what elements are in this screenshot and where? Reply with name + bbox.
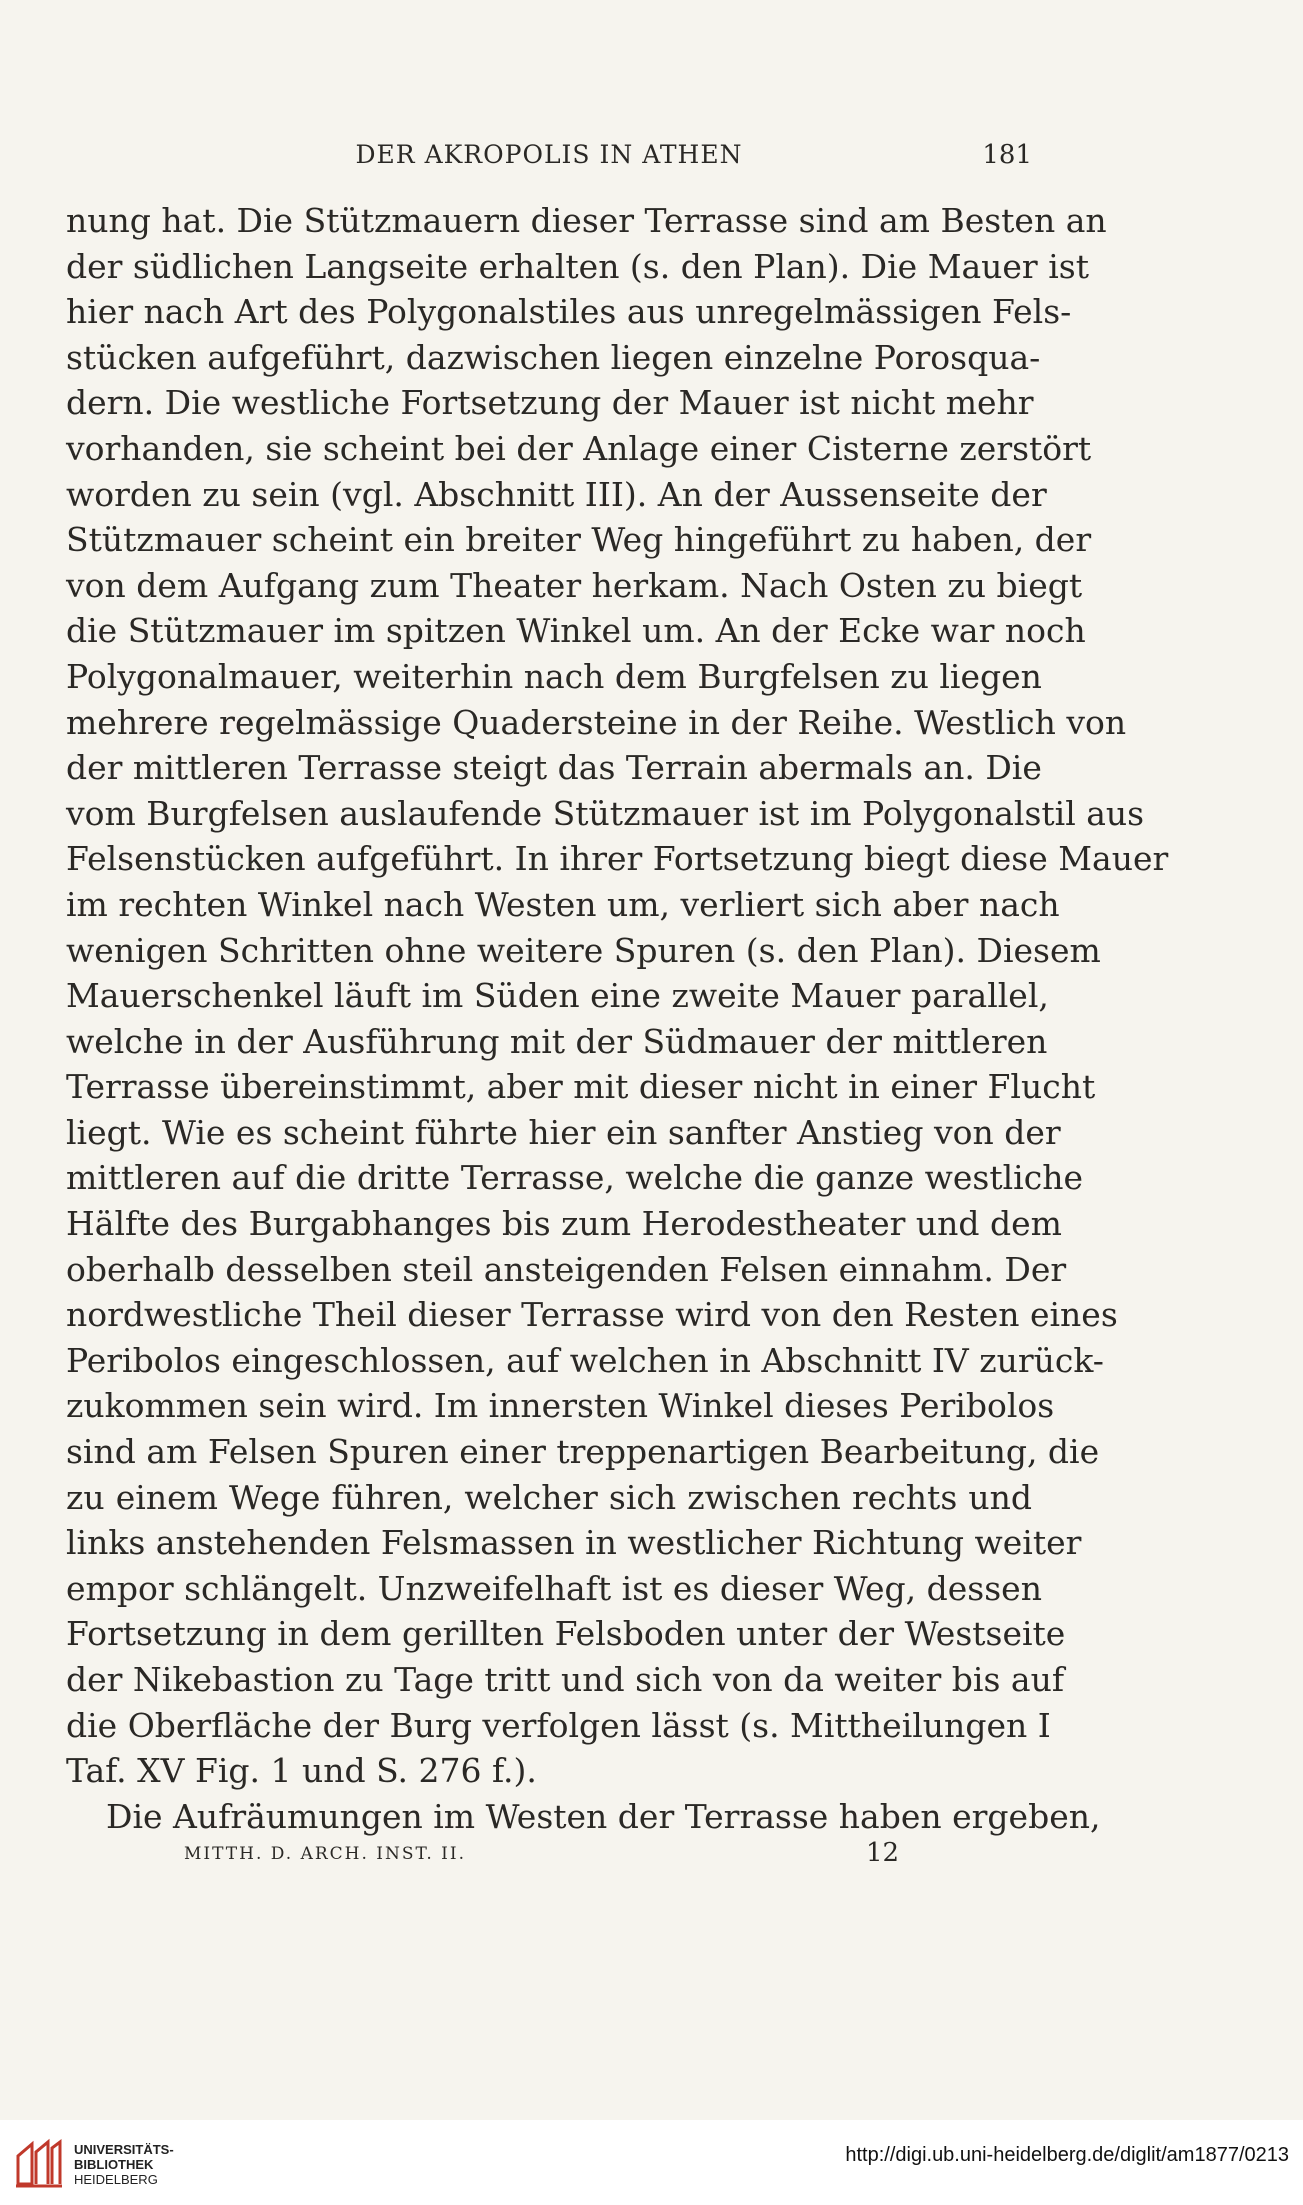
text-line: der Nikebastion zu Tage tritt und sich von da weiter bis auf [66, 1660, 1065, 1699]
text-line: Fortsetzung in dem gerillten Felsboden unter der Westseite [66, 1614, 1066, 1654]
text-line: nordwestliche Theil dieser Terrasse wird von den Resten eines [66, 1295, 1118, 1335]
text-line: wenigen Schritten ohne weitere Spuren (s. den Plan). Diesem [66, 930, 1101, 970]
text-line: dern. Die westliche Fortsetzung der Mauer ist nicht mehr [66, 383, 1034, 423]
text-line: mittleren auf die dritte Terrasse, welche die ganze westliche [66, 1158, 1083, 1198]
text-line: worden zu sein (vgl. Abschnitt III). An der Aussenseite der [66, 474, 1047, 514]
text-line: mehrere regelmässige Quadersteine in der Reihe. Westlich von [66, 702, 1127, 742]
text-line: Stützmauer scheint ein breiter Weg hingeführt zu haben, der [66, 520, 1092, 560]
text-line: links anstehenden Felsmassen in westlicher Richtung weiter [66, 1523, 1082, 1563]
library-name-line: HEIDELBERG [74, 2172, 158, 2187]
text-line: Terrasse übereinstimmt, aber mit dieser nicht in einer Flucht [66, 1067, 1096, 1107]
running-title: DER AKROPOLIS IN ATHEN [355, 140, 743, 169]
text-line: Polygonalmauer, weiterhin nach dem Burgfelsen zu liegen [66, 656, 1042, 696]
text-line: Taf. XV Fig. 1 und S. 276 f.). [66, 1751, 537, 1791]
text-line: stücken aufgeführt, dazwischen liegen einzelne Porosqua- [66, 337, 1041, 377]
body-text [66, 198, 1169, 1839]
text-line: nung hat. Die Stützmauern dieser Terrasse sind am Besten an [66, 201, 1107, 240]
text-line: die Oberfläche der Burg verfolgen lässt (s. Mittheilungen I [66, 1705, 1051, 1745]
text-line: oberhalb desselben steil ansteigenden Felsen einnahm. Der [66, 1249, 1067, 1289]
text-line: welche in der Ausführung mit der Südmauer der mittleren [66, 1021, 1048, 1061]
library-name-line: UNIVERSITÄTS- [74, 2142, 174, 2157]
text-line: der südlichen Langseite erhalten (s. den Plan). Die Mauer ist [66, 246, 1089, 286]
text-line: hier nach Art des Polygonalstiles aus unregelmässigen Fels- [66, 292, 1072, 332]
text-line: zu einem Wege führen, welcher sich zwischen rechts und [66, 1477, 1032, 1517]
signature-mark: MITTH. D. ARCH. INST. II. [184, 1844, 467, 1864]
text-line: sind am Felsen Spuren einer treppenartigen Bearbeitung, die [66, 1432, 1100, 1472]
text-line: empor schlängelt. Unzweifelhaft ist es dieser Weg, dessen [66, 1568, 1042, 1608]
text-line: Mauerschenkel läuft im Süden eine zweite Mauer parallel, [66, 976, 1049, 1016]
page-header [66, 140, 1032, 180]
text-line: vom Burgfelsen auslaufende Stützmauer ist im Polygonalstil aus [66, 793, 1145, 833]
text-line: von dem Aufgang zum Theater herkam. Nach Osten zu biegt [66, 565, 1083, 605]
source-url-link[interactable]: http://digi.ub.uni-heidelberg.de/diglit/am1877/0213 [845, 2144, 1289, 2166]
text-line: der mittleren Terrasse steigt das Terrain abermals an. Die [66, 748, 1042, 788]
library-logo-icon [14, 2138, 64, 2188]
signature-line [66, 1838, 1032, 1874]
text-line: die Stützmauer im spitzen Winkel um. An der Ecke war noch [66, 611, 1086, 651]
text-line: Hälfte des Burgabhanges bis zum Herodestheater und dem [66, 1204, 1062, 1244]
signature-number: 12 [866, 1838, 900, 1868]
text-line: im rechten Winkel nach Westen um, verliert sich aber nach [66, 884, 1060, 924]
text-line: Felsenstücken aufgeführt. In ihrer Fortsetzung biegt diese Mauer [66, 839, 1169, 879]
text-line: Die Aufräumungen im Westen der Terrasse haben ergeben, [106, 1796, 1101, 1836]
page-number: 181 [982, 140, 1032, 170]
text-line: Peribolos eingeschlossen, auf welchen in Abschnitt IV zurück- [66, 1340, 1104, 1380]
library-footer [0, 2120, 1303, 2205]
text-line: zukommen sein wird. Im innersten Winkel dieses Peribolos [66, 1386, 1055, 1426]
text-line: liegt. Wie es scheint führte hier ein sanfter Anstieg von der [66, 1112, 1061, 1152]
library-name-line: BIBLIOTHEK [74, 2157, 154, 2172]
library-name [74, 2142, 174, 2187]
text-line: vorhanden, sie scheint bei der Anlage einer Cisterne zerstört [66, 428, 1092, 468]
